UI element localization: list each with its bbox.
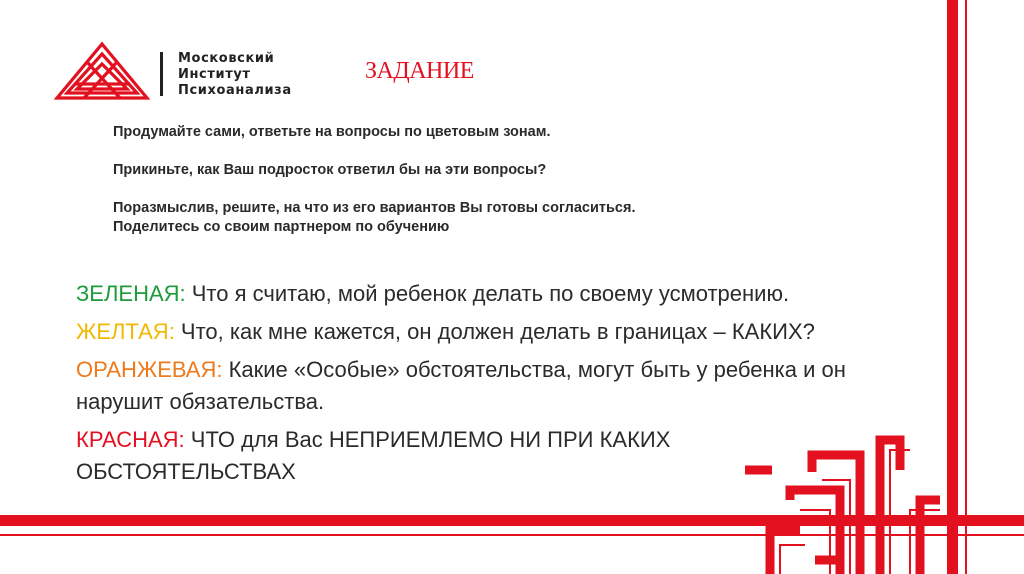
- zone-label: ЗЕЛЕНАЯ:: [76, 281, 186, 306]
- institute-name-line: Московский: [178, 51, 275, 66]
- zone-text: Какие «Особые» обстоятельства, могут быть у ребенка и он нарушит обязательства.: [76, 357, 846, 414]
- zone-text: ЧТО для Вас НЕПРИЕМЛЕМО НИ ПРИ КАКИХ ОБСТОЯТЕЛЬСТВАХ: [76, 427, 671, 484]
- instruction-line: Прикиньте, как Ваш подросток ответил бы на эти вопросы?: [113, 162, 547, 178]
- instructions: [113, 123, 793, 237]
- zone-green: [76, 278, 906, 310]
- instruction-line: Продумайте сами, ответьте на вопросы по цветовым зонам.: [113, 124, 551, 140]
- instruction-line: Поделитесь со своим партнером по обучению: [113, 219, 450, 235]
- triangular-knot-logo-icon: [54, 40, 150, 102]
- slide-title: ЗАДАНИЕ: [365, 58, 474, 84]
- institute-name-line: Психоанализа: [178, 83, 292, 98]
- color-zones: [76, 278, 906, 494]
- logo-divider: [160, 52, 163, 96]
- zone-red: [76, 424, 766, 488]
- zone-text: Что, как мне кажется, он должен делать в границах – КАКИХ?: [174, 319, 815, 344]
- zone-orange: [76, 354, 896, 418]
- zone-text: Что я считаю, мой ребенок делать по своему усмотрению.: [185, 281, 790, 306]
- zone-label: КРАСНАЯ:: [76, 427, 185, 452]
- zone-label: ЖЕЛТАЯ:: [76, 319, 175, 344]
- institute-name: [178, 51, 292, 99]
- instruction-line: Поразмыслив, решите, на что из его вариантов Вы готовы согласиться.: [113, 200, 636, 216]
- zone-yellow: [76, 316, 836, 348]
- zone-label: ОРАНЖЕВАЯ:: [76, 357, 223, 382]
- institute-name-line: Институт: [178, 67, 251, 82]
